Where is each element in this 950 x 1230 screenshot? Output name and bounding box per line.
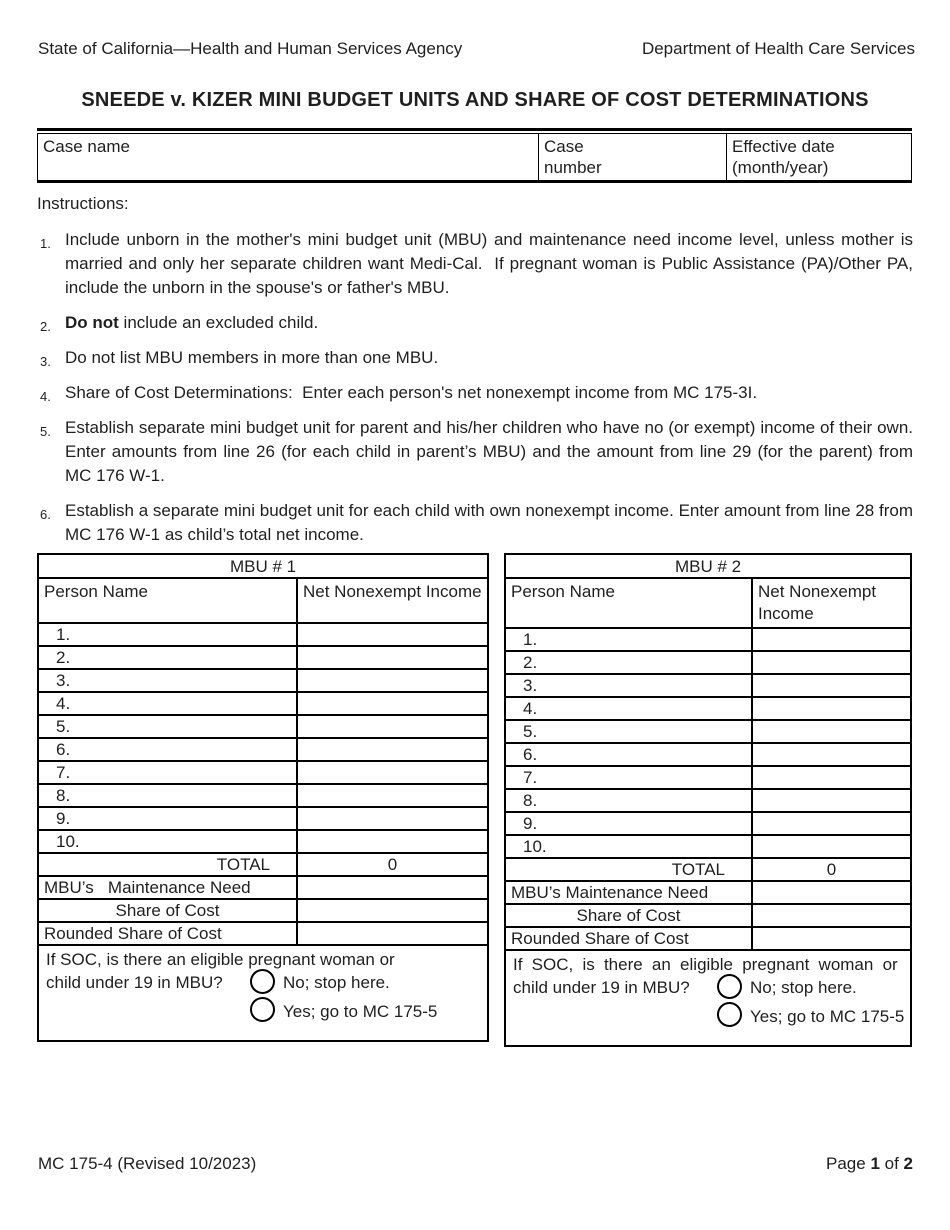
income-cell[interactable] (297, 623, 488, 646)
soc-question-line1: If SOC, is there an eligible pregnant woman or (513, 955, 898, 974)
person-name-cell[interactable]: 4. (505, 697, 752, 720)
form-number: MC 175-4 (Revised 10/2023) (38, 1154, 257, 1173)
yes-option-label: Yes; go to MC 175-5 (750, 1007, 905, 1026)
no-radio-button[interactable] (250, 969, 275, 994)
income-cell[interactable] (297, 669, 488, 692)
person-name-cell[interactable]: 10. (38, 830, 297, 853)
agency-left-text: State of California—Health and Human Services Agency (38, 39, 463, 58)
page-total: 2 (903, 1154, 913, 1173)
instruction-text: Share of Cost Determinations: Enter each person's net nonexempt income from MC 175-3I. (65, 383, 758, 402)
person-name-cell[interactable]: 3. (505, 674, 752, 697)
soc-question-line2: child under 19 in MBU? (513, 978, 690, 997)
page-footer (38, 1154, 913, 1174)
mbu2-table (504, 553, 912, 1047)
instruction-text-bold: Do not (65, 313, 119, 332)
income-cell[interactable] (752, 766, 911, 789)
instruction-number: 6. (40, 507, 51, 522)
case-number-field[interactable] (538, 134, 726, 180)
page-number: 1 (870, 1154, 880, 1173)
person-name-cell[interactable]: 9. (505, 812, 752, 835)
instruction-item-5 (37, 416, 913, 488)
person-name-cell[interactable]: 5. (38, 715, 297, 738)
soc-question-line2: child under 19 in MBU? (46, 973, 223, 992)
soc-question-cell (505, 950, 911, 1046)
share-of-cost-label: Share of Cost (505, 904, 752, 927)
maintenance-need-cell[interactable] (297, 876, 488, 899)
person-name-cell[interactable]: 3. (38, 669, 297, 692)
person-name-cell[interactable]: 1. (38, 623, 297, 646)
person-name-cell[interactable]: 8. (38, 784, 297, 807)
case-identification-bar (37, 128, 912, 183)
instructions-section (37, 194, 913, 558)
person-name-cell[interactable]: 7. (38, 761, 297, 784)
income-cell[interactable] (297, 807, 488, 830)
rounded-share-cell[interactable] (297, 922, 488, 945)
share-of-cost-cell[interactable] (752, 904, 911, 927)
instruction-text: Establish separate mini budget unit for parent and his/her children who have no (or exempt) income of their own. Enter amounts from line 26 (for each child in parent’s MBU) and the amount from line 29 (for the parent) from MC 176 W-1. (65, 418, 913, 485)
rounded-share-label: Rounded Share of Cost (38, 922, 297, 945)
no-option-label: No; stop here. (283, 973, 390, 992)
person-name-cell[interactable]: 9. (38, 807, 297, 830)
income-cell[interactable] (752, 697, 911, 720)
person-name-cell[interactable]: 8. (505, 789, 752, 812)
instruction-item-6 (37, 499, 913, 547)
effective-date-label: Effective date (month/year) (732, 137, 835, 177)
soc-question-line1: If SOC, is there an eligible pregnant woman or (46, 950, 395, 969)
income-cell[interactable] (752, 628, 911, 651)
income-cell[interactable] (752, 789, 911, 812)
income-cell[interactable] (297, 784, 488, 807)
instruction-number: 1. (40, 236, 51, 251)
income-cell[interactable] (297, 830, 488, 853)
mbu1-title: MBU # 1 (38, 554, 488, 578)
top-rule-thick (37, 128, 912, 131)
income-cell[interactable] (297, 692, 488, 715)
income-cell[interactable] (752, 674, 911, 697)
income-header: Net Nonexempt Income (752, 578, 911, 628)
rounded-share-cell[interactable] (752, 927, 911, 950)
soc-question-cell (38, 945, 488, 1041)
income-cell[interactable] (752, 651, 911, 674)
person-name-cell[interactable]: 2. (505, 651, 752, 674)
person-name-cell[interactable]: 6. (38, 738, 297, 761)
of-word: of (879, 1154, 904, 1173)
person-name-cell[interactable]: 2. (38, 646, 297, 669)
income-cell[interactable] (297, 715, 488, 738)
person-name-cell[interactable]: 5. (505, 720, 752, 743)
form-title: SNEEDE v. KIZER MINI BUDGET UNITS AND SHARE OF COST DETERMINATIONS (81, 89, 869, 111)
total-label: TOTAL (38, 853, 297, 876)
person-name-cell[interactable]: 7. (505, 766, 752, 789)
income-cell[interactable] (752, 743, 911, 766)
instruction-number: 2. (40, 319, 51, 334)
page-indicator (826, 1154, 913, 1174)
share-of-cost-label: Share of Cost (38, 899, 297, 922)
instruction-text: Include unborn in the mother's mini budget unit (MBU) and maintenance need income level, unless mother is married and only her separate children want Medi-Cal. If pregnant woman is Public Assistance (PA)/Other PA, include the unborn in the spouse's or father's MBU. (65, 230, 913, 297)
income-cell[interactable] (297, 761, 488, 784)
person-name-header: Person Name (38, 578, 297, 623)
person-name-cell[interactable]: 6. (505, 743, 752, 766)
case-name-label: Case name (43, 137, 130, 156)
case-row (37, 134, 912, 183)
person-name-cell[interactable]: 4. (38, 692, 297, 715)
income-cell[interactable] (297, 646, 488, 669)
no-radio-button[interactable] (717, 974, 742, 999)
share-of-cost-cell[interactable] (297, 899, 488, 922)
instruction-item-1 (37, 228, 913, 300)
case-number-label: Case number (544, 137, 602, 177)
no-option-label: No; stop here. (750, 978, 857, 997)
person-name-cell[interactable]: 10. (505, 835, 752, 858)
total-label: TOTAL (505, 858, 752, 881)
instruction-item-2 (37, 311, 913, 335)
maintenance-need-cell[interactable] (752, 881, 911, 904)
total-value[interactable]: 0 (752, 858, 911, 881)
effective-date-field[interactable] (726, 134, 911, 180)
page-header (38, 39, 915, 59)
instruction-number: 5. (40, 424, 51, 439)
mbu1-table (37, 553, 489, 1042)
maintenance-need-label: MBU’s Maintenance Need (38, 876, 297, 899)
income-cell[interactable] (752, 812, 911, 835)
maintenance-need-label: MBU’s Maintenance Need (505, 881, 752, 904)
person-name-header: Person Name (505, 578, 752, 628)
income-cell[interactable] (297, 738, 488, 761)
instruction-text: Do not list MBU members in more than one MBU. (65, 348, 439, 367)
instruction-text: include an excluded child. (118, 313, 319, 332)
instruction-item-4 (37, 381, 913, 405)
income-header: Net Nonexempt Income (297, 578, 488, 623)
instruction-number: 3. (40, 354, 51, 369)
instructions-heading: Instructions: (37, 194, 129, 213)
income-cell[interactable] (752, 835, 911, 858)
page-word: Page (826, 1154, 871, 1173)
instruction-text: Establish a separate mini budget unit for each child with own nonexempt income. Enter amount from line 28 from MC 176 W-1 as child’s total net income. (65, 501, 913, 544)
instruction-number: 4. (40, 389, 51, 404)
rounded-share-label: Rounded Share of Cost (505, 927, 752, 950)
instruction-item-3 (37, 346, 913, 370)
yes-radio-button[interactable] (717, 1002, 742, 1027)
mbu2-title: MBU # 2 (505, 554, 911, 578)
case-name-field[interactable] (38, 134, 538, 180)
agency-right-text: Department of Health Care Services (641, 39, 915, 58)
total-value[interactable]: 0 (297, 853, 488, 876)
income-cell[interactable] (752, 720, 911, 743)
person-name-cell[interactable]: 1. (505, 628, 752, 651)
yes-radio-button[interactable] (250, 997, 275, 1022)
yes-option-label: Yes; go to MC 175-5 (283, 1002, 438, 1021)
